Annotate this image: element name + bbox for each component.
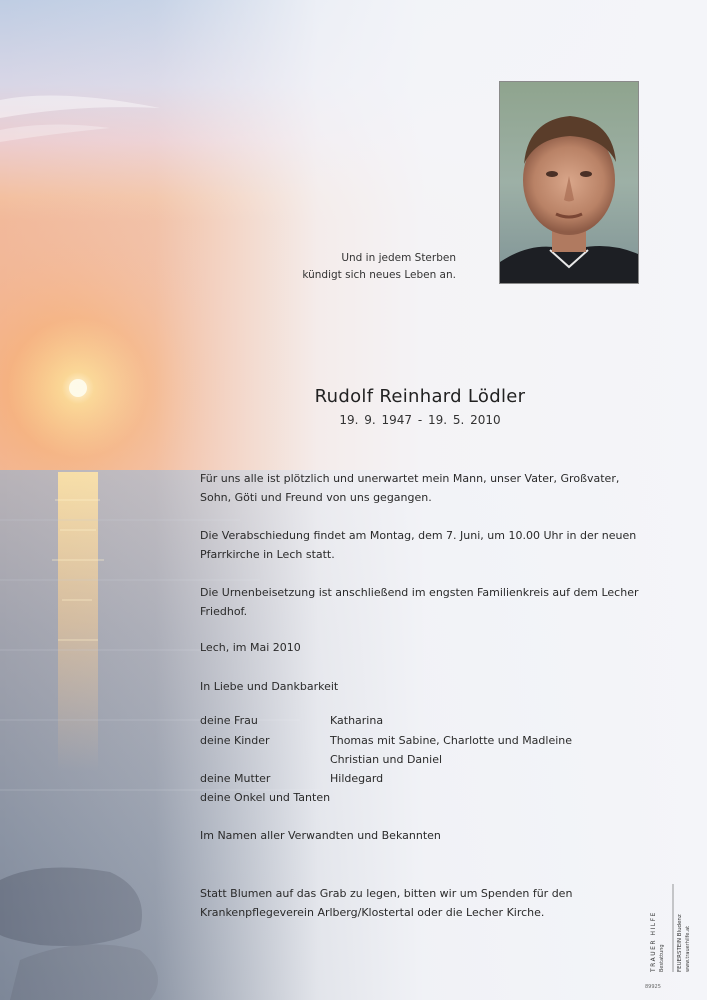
quote [280,250,456,284]
relative-names: Thomas mit Sabine, Charlotte und Madleine [330,734,573,747]
relation-label: deine Mutter [200,772,271,785]
urn-burial-paragraph: Die Urnenbeisetzung ist anschließend im engsten Familienkreis auf dem Lecher Friedhof. [200,586,639,618]
closing-line: Im Namen aller Verwandten und Bekannten [200,829,441,842]
farewell-paragraph: Die Verabschiedung findet am Montag, dem 7. Juni, um 10.00 Uhr in der neuen Pfarrkirche in Lech statt. [200,529,637,561]
life-dates: 19. 9. 1947 - 19. 5. 2010 [339,413,501,427]
relative-names: Christian und Daniel [330,753,443,766]
quote-line-2: kündigt sich neues Leben an. [302,269,456,281]
print-code: 89925 [645,984,661,990]
imprint-brand: TRAUER HILFE [650,911,657,972]
portrait-photo [499,81,639,284]
imprint-subtitle: Bestattung [659,944,665,972]
imprint-company: FEUERSTEIN Bludenz [677,914,683,972]
donation-request: Statt Blumen auf das Grab zu legen, bitten wir um Spenden für den Krankenpflegeverein Arlberg/Klostertal oder die Lecher Kirche. [200,887,573,919]
place-date: Lech, im Mai 2010 [200,641,301,654]
quote-line-1: Und in jedem Sterben [341,252,456,264]
relation-label: deine Onkel und Tanten [200,791,331,804]
funeral-home-imprint [642,880,702,976]
imprint-website: www.trauerhilfe.at [685,925,691,972]
relation-label: deine Frau [200,714,258,727]
relation-label: deine Kinder [200,734,270,747]
announcement-paragraph: Für uns alle ist plötzlich und unerwartet mein Mann, unser Vater, Großvater, Sohn, Göti und Freund von uns gegangen. [200,472,620,504]
deceased-name: Rudolf Reinhard Lödler [314,386,526,407]
gratitude-line: In Liebe und Dankbarkeit [200,680,339,693]
relative-names: Katharina [330,714,384,727]
relative-names: Hildegard [330,772,384,785]
